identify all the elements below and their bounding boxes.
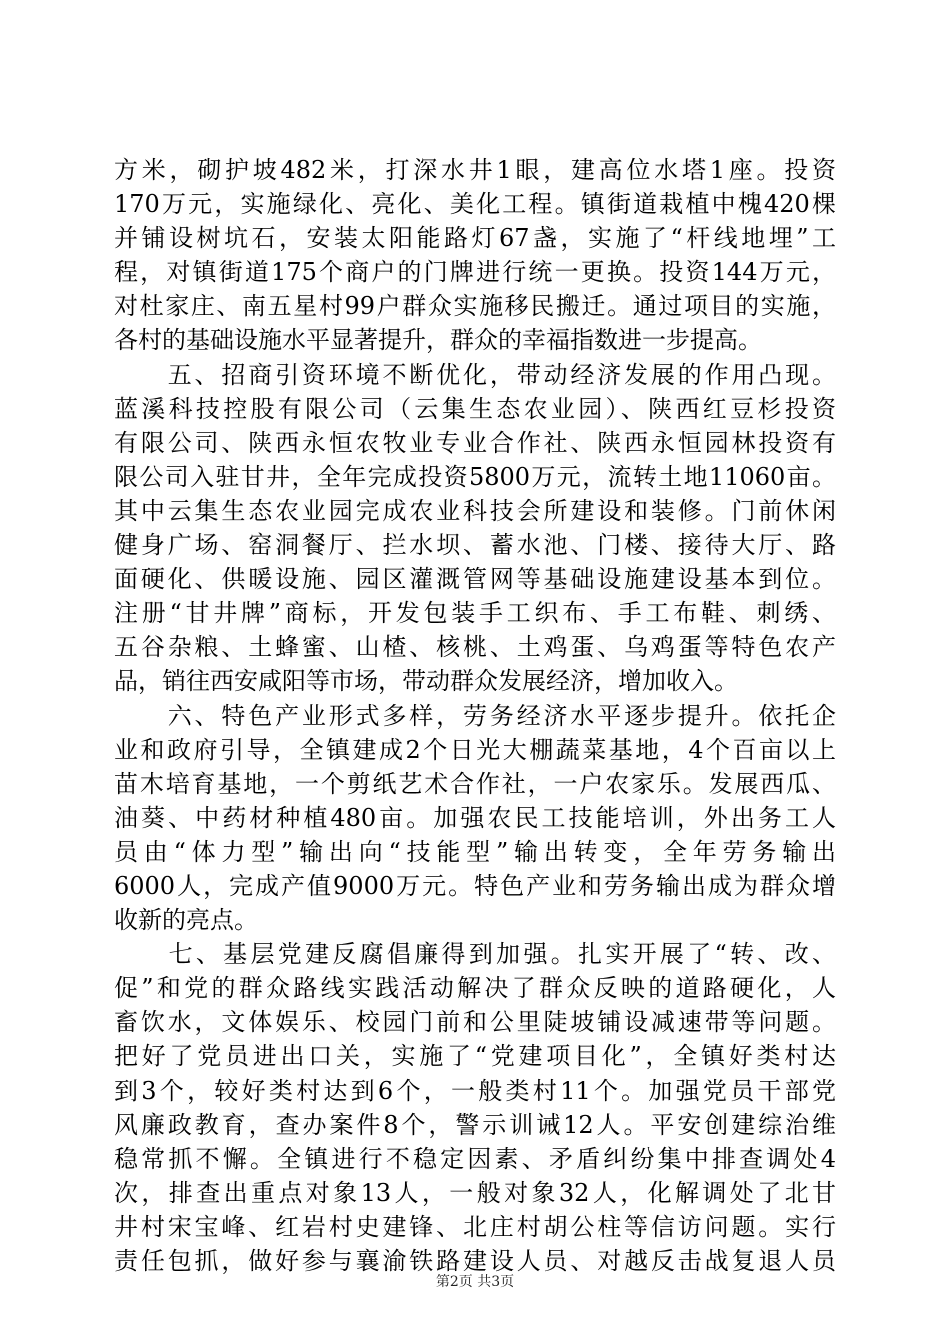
text-line: 次，排查出重点对象13人，一般对象32人，化解调处了北甘 bbox=[114, 1178, 836, 1207]
text-line: 面硬化、供暖设施、园区灌溉管网等基础设施建设基本到位。 bbox=[114, 565, 836, 594]
text-line: 各村的基础设施水平显著提升，群众的幸福指数进一步提高。 bbox=[114, 326, 762, 355]
text-line: 五谷杂粮、土蜂蜜、山楂、核桃、土鸡蛋、乌鸡蛋等特色农产 bbox=[114, 633, 836, 662]
text-line: 有限公司、陕西永恒农牧业专业合作社、陕西永恒园林投资有 bbox=[114, 428, 836, 457]
text-line: 方米，砌护坡482米，打深水井1眼，建高位水塔1座。投资 bbox=[114, 156, 836, 184]
text-line: 五、招商引资环境不断优化，带动经济发展的作用凸现。 bbox=[114, 360, 836, 389]
page-footer: 第2页 共3页 bbox=[435, 1274, 515, 1290]
text-line: 对杜家庄、南五星村99户群众实施移民搬迁。通过项目的实施， bbox=[114, 292, 836, 321]
text-line: 限公司入驻甘井，全年完成投资5800万元，流转土地11060亩。 bbox=[114, 462, 836, 491]
text-line: 风廉政教育，查办案件8个，警示训诫12人。平安创建综治维 bbox=[114, 1110, 836, 1139]
text-line: 责任包抓，做好参与襄渝铁路建设人员、对越反击战复退人员 bbox=[114, 1247, 836, 1275]
text-line: 到3个，较好类村达到6个，一般类村11个。加强党员干部党 bbox=[114, 1076, 836, 1105]
text-line: 注册“甘井牌”商标，开发包装手工织布、手工布鞋、刺绣、 bbox=[114, 599, 836, 628]
document-body bbox=[114, 153, 836, 1278]
text-line: 收新的亮点。 bbox=[114, 906, 258, 935]
text-line: 苗木培育基地，一个剪纸艺术合作社，一户农家乐。发展西瓜、 bbox=[114, 769, 836, 798]
text-line: 6000人，完成产值9000万元。特色产业和劳务输出成为群众增 bbox=[114, 871, 836, 900]
text-line: 油葵、中药材种植480亩。加强农民工技能培训，外出务工人 bbox=[114, 803, 836, 832]
text-line: 170万元，实施绿化、亮化、美化工程。镇街道栽植中槐420棵 bbox=[114, 190, 836, 219]
text-line: 七、基层党建反腐倡廉得到加强。扎实开展了“转、改、 bbox=[114, 940, 836, 969]
text-line: 健身广场、窑洞餐厅、拦水坝、蓄水池、门楼、接待大厅、路 bbox=[114, 531, 836, 560]
text-line: 蓝溪科技控股有限公司（云集生态农业园）、陕西红豆杉投资 bbox=[114, 394, 836, 423]
text-line: 业和政府引导，全镇建成2个日光大棚蔬菜基地，4个百亩以上 bbox=[114, 735, 836, 764]
text-line: 六、特色产业形式多样，劳务经济水平逐步提升。依托企 bbox=[114, 701, 836, 730]
text-line: 员由“体力型”输出向“技能型”输出转变，全年劳务输出 bbox=[114, 837, 836, 866]
text-line: 其中云集生态农业园完成农业科技会所建设和装修。门前休闲 bbox=[114, 496, 836, 525]
text-line: 品，销往西安咸阳等市场，带动群众发展经济，增加收入。 bbox=[114, 667, 738, 696]
text-line: 把好了党员进出口关，实施了“党建项目化”，全镇好类村达 bbox=[114, 1042, 836, 1071]
text-line: 稳常抓不懈。全镇进行不稳定因素、矛盾纠纷集中排查调处4 bbox=[114, 1144, 836, 1173]
text-line: 井村宋宝峰、红岩村史建锋、北庄村胡公柱等信访问题。实行 bbox=[114, 1212, 836, 1241]
text-line: 程，对镇街道175个商户的门牌进行统一更换。投资144万元， bbox=[114, 258, 836, 287]
text-line: 并铺设树坑石，安装太阳能路灯67盏，实施了“杆线地埋”工 bbox=[114, 224, 836, 253]
text-line: 促”和党的群众路线实践活动解决了群众反映的道路硬化，人 bbox=[114, 974, 836, 1003]
text-line: 畜饮水，文体娱乐、校园门前和公里陡坡铺设减速带等问题。 bbox=[114, 1008, 836, 1037]
